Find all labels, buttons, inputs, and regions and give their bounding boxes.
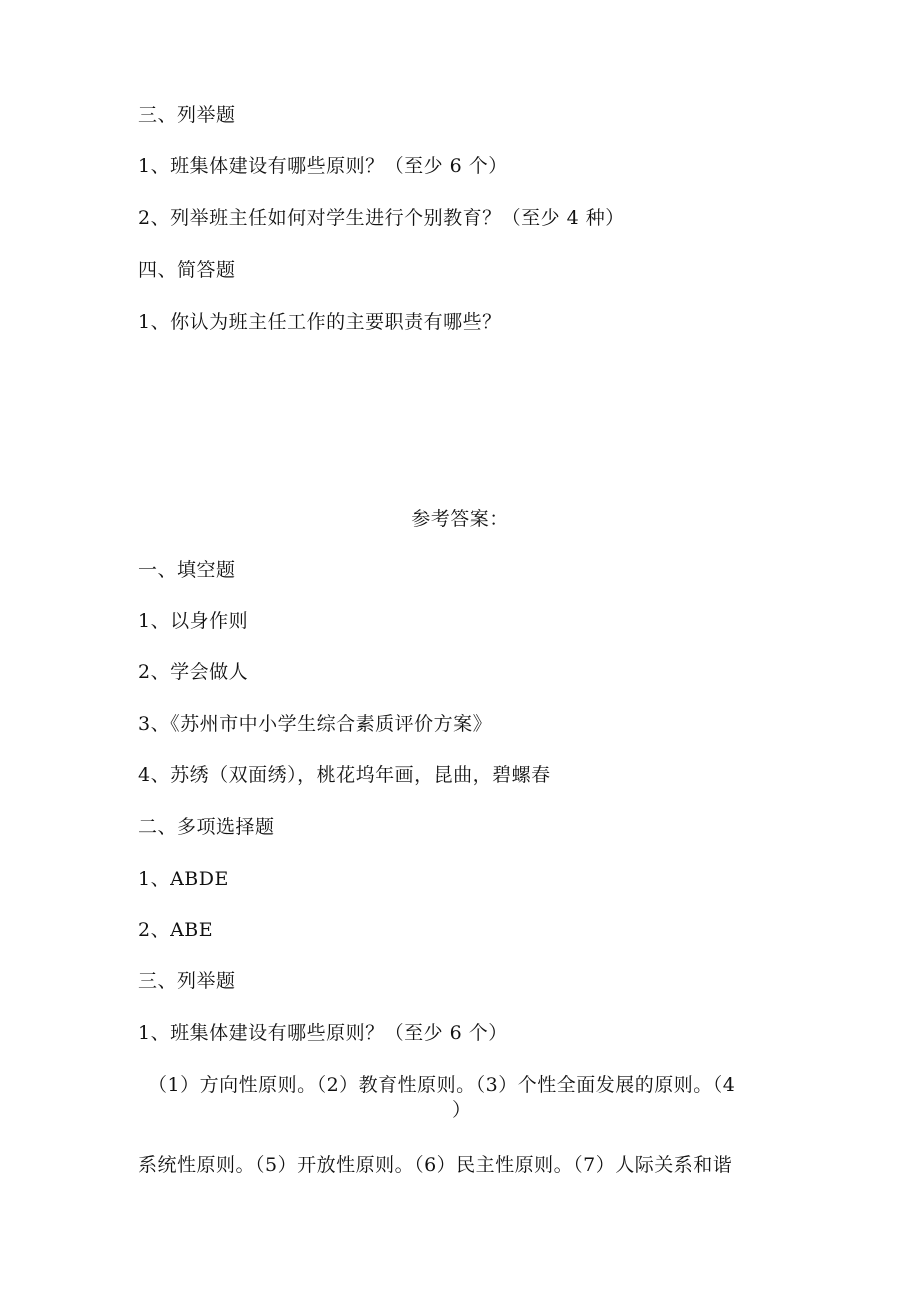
answer-section-heading-fill-blank: 一、填空题 [138, 559, 236, 581]
answers-title: 参考答案： [411, 508, 509, 530]
question-individual-education: 2、列举班主任如何对学生进行个别教育？（至少 4 种） [138, 207, 625, 229]
answer-section-heading-enumeration: 三、列举题 [138, 970, 236, 992]
answer-principles-line-1: （1）方向性原则。（2）教育性原则。（3）个性全面发展的原则。（4 [148, 1074, 736, 1096]
section-heading-short-answer: 四、简答题 [138, 259, 236, 281]
answer-question-class-collective-principles: 1、班集体建设有哪些原则？（至少 6 个） [138, 1022, 508, 1044]
answer-multiple-choice-2: 2、ABE [138, 919, 214, 941]
answer-fill-blank-2: 2、学会做人 [138, 661, 249, 683]
answer-section-heading-multiple-choice: 二、多项选择题 [138, 816, 275, 838]
section-heading-enumeration: 三、列举题 [138, 104, 236, 126]
answer-fill-blank-3: 3、《苏州市中小学生综合素质评价方案》 [138, 713, 493, 735]
question-head-teacher-duties: 1、你认为班主任工作的主要职责有哪些？ [138, 311, 502, 333]
answer-principles-line-2: 系统性原则。（5）开放性原则。（6）民主性原则。（7）人际关系和谐 [138, 1154, 733, 1176]
answer-fill-blank-1: 1、以身作则 [138, 610, 249, 632]
question-class-collective-principles: 1、班集体建设有哪些原则？（至少 6 个） [138, 155, 508, 177]
answer-principles-line-1-tail: ） [452, 1099, 472, 1121]
answer-fill-blank-4: 4、苏绣（双面绣），桃花坞年画，昆曲，碧螺春 [138, 764, 551, 786]
answer-multiple-choice-1: 1、ABDE [138, 868, 229, 890]
